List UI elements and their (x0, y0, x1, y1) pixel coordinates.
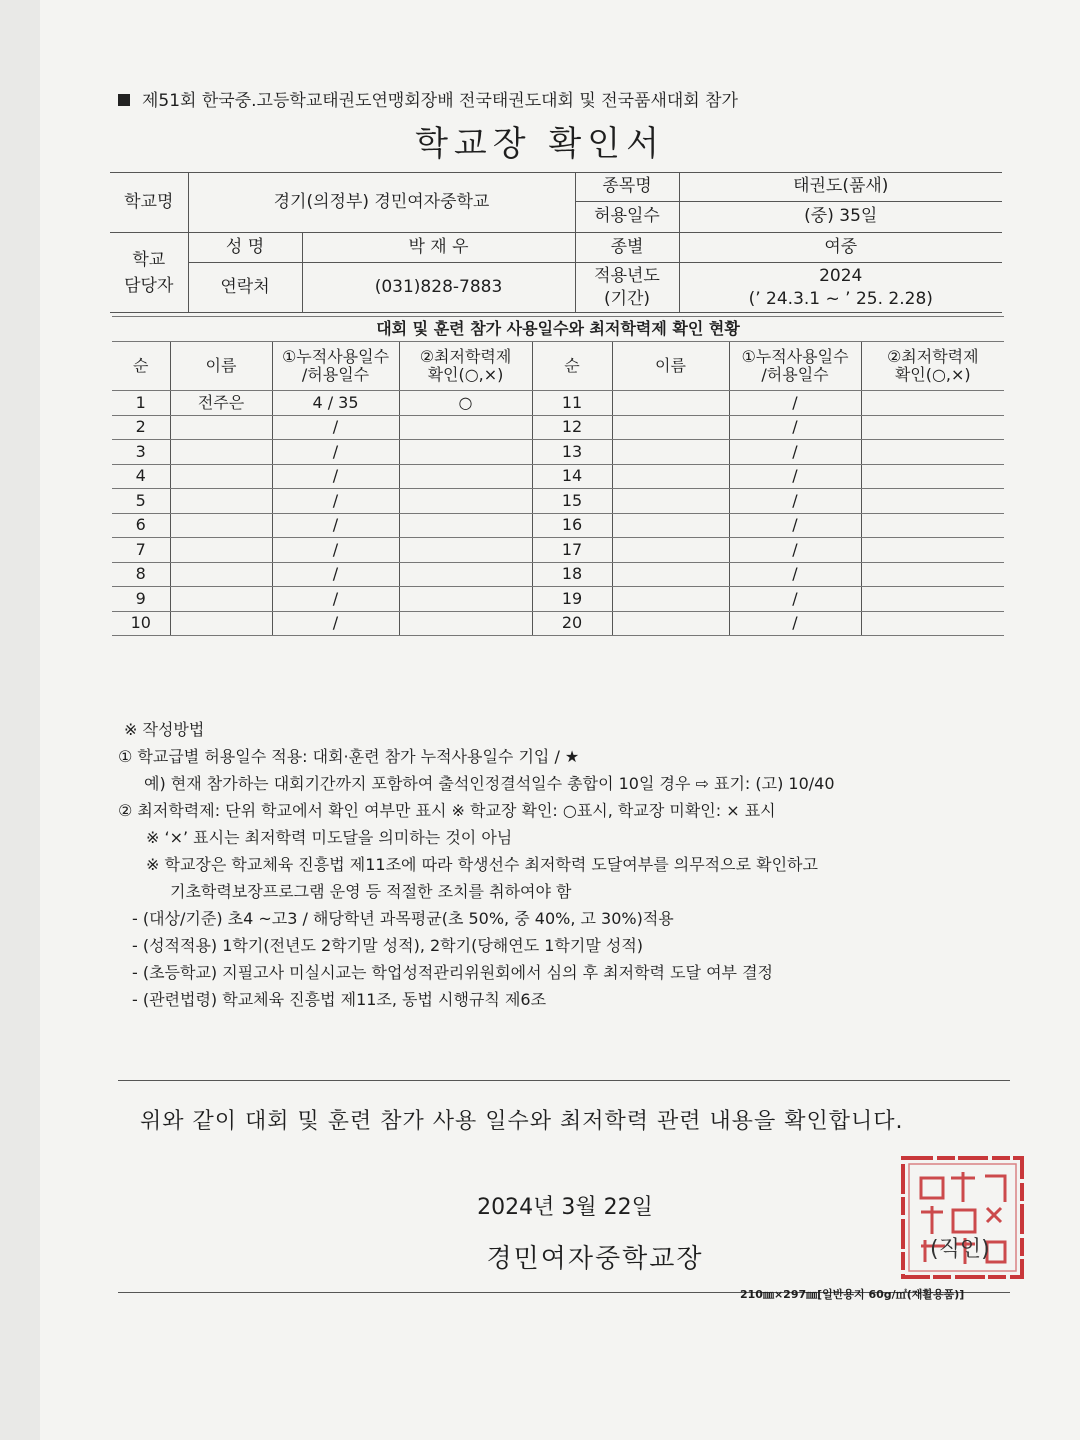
academic-check (399, 562, 532, 587)
status-row (112, 391, 1004, 416)
row-number: 9 (112, 587, 170, 612)
allowed-days-label: 허용일수 (575, 202, 679, 233)
document-title: 학교장 확인서 (415, 124, 665, 164)
academic-check (399, 538, 532, 563)
confirmation-date: 2024년 3월 22일 (477, 1195, 653, 1220)
col-no-header: 순 (112, 342, 170, 391)
status-row (112, 562, 1004, 587)
row-number: 12 (532, 415, 612, 440)
guide-heading: ※ 작성방법 (124, 720, 205, 739)
student-name (612, 562, 729, 587)
name-value: 박 재 우 (302, 233, 575, 263)
col-academic-header: ②최저학력제 확인(○,×) (861, 342, 1004, 391)
student-name (170, 415, 272, 440)
academic-check (861, 513, 1004, 538)
row-number: 10 (112, 611, 170, 636)
status-table (112, 316, 1004, 636)
student-name (612, 464, 729, 489)
writing-guide (118, 716, 835, 1013)
guide-detail: - (관련법령) 학교체육 진흥법 제11조, 동법 시행규칙 제6조 (132, 990, 547, 1009)
manager-label: 학교 담당자 (110, 233, 188, 313)
event-type-value: 태권도(품새) (679, 173, 1002, 202)
guide-detail: - (대상/기준) 초4 ~고3 / 해당학년 과목평균(초 50%, 중 40%, 고 30%)적용 (132, 909, 674, 928)
period-value: (’ 24.3.1 ~ ’ 25. 2.28) (748, 288, 933, 309)
used-days: 4 / 35 (272, 391, 399, 416)
used-days: / (729, 489, 861, 514)
used-days: / (272, 538, 399, 563)
guide-note: 기초학력보장프로그램 운영 등 적절한 조치를 취하여야 함 (170, 882, 572, 901)
student-name (170, 513, 272, 538)
status-row (112, 489, 1004, 514)
used-days: / (729, 611, 861, 636)
used-days: / (729, 513, 861, 538)
status-row (112, 611, 1004, 636)
academic-check (861, 391, 1004, 416)
guide-note: ※ 학교장은 학교체육 진흥법 제11조에 따라 학생선수 최저학력 도달여부를 의무적으로 확인하고 (146, 855, 818, 874)
academic-check (399, 489, 532, 514)
row-number: 14 (532, 464, 612, 489)
used-days: / (272, 513, 399, 538)
student-name (170, 440, 272, 465)
academic-check (861, 611, 1004, 636)
col-days-header: ①누적사용일수 /허용일수 (272, 342, 399, 391)
event-heading-text: 제51회 한국중.고등학교태권도연맹회장배 전국태권도대회 및 전국품새대회 참가 (142, 91, 738, 111)
row-number: 15 (532, 489, 612, 514)
row-number: 4 (112, 464, 170, 489)
official-seal-icon (895, 1150, 1030, 1285)
row-number: 8 (112, 562, 170, 587)
name-label: 성 명 (188, 233, 302, 263)
status-row (112, 587, 1004, 612)
student-name (612, 440, 729, 465)
academic-check (399, 440, 532, 465)
used-days: / (272, 562, 399, 587)
paper-spec: 210㎜×297㎜[일반용지 60g/㎡(재활용품)] (740, 1288, 965, 1301)
student-name (612, 489, 729, 514)
square-bullet-icon (118, 94, 130, 106)
academic-check (399, 587, 532, 612)
event-type-label: 종목명 (575, 173, 679, 202)
used-days: / (272, 587, 399, 612)
used-days: / (729, 538, 861, 563)
school-value: 경기(의정부) 경민여자중학교 (188, 173, 575, 233)
academic-check (861, 489, 1004, 514)
academic-check (861, 562, 1004, 587)
row-number: 17 (532, 538, 612, 563)
col-academic-header: ②최저학력제 확인(○,×) (399, 342, 532, 391)
used-days: / (729, 464, 861, 489)
student-name (170, 562, 272, 587)
used-days: / (272, 464, 399, 489)
academic-check (861, 538, 1004, 563)
col-days-header: ①누적사용일수 /허용일수 (729, 342, 861, 391)
used-days: / (272, 611, 399, 636)
seal-label: (직인) (930, 1237, 990, 1262)
allowed-days-value: (중) 35일 (679, 202, 1002, 233)
status-row (112, 440, 1004, 465)
student-name (170, 587, 272, 612)
principal-name: 경민여자중학교장 (486, 1244, 704, 1274)
student-name (612, 415, 729, 440)
used-days: / (729, 415, 861, 440)
row-number: 11 (532, 391, 612, 416)
academic-check (399, 513, 532, 538)
student-name: 전주은 (170, 391, 272, 416)
divider-top (118, 1080, 1010, 1081)
used-days: / (729, 587, 861, 612)
student-name (612, 538, 729, 563)
guide-detail: - (성적적용) 1학기(전년도 2학기말 성적), 2학기(당해연도 1학기말 성적) (132, 936, 644, 955)
school-label: 학교명 (110, 173, 188, 233)
contact-value: (031)828-7883 (302, 263, 575, 313)
student-name (612, 513, 729, 538)
used-days: / (272, 440, 399, 465)
year-cell (679, 263, 1002, 313)
row-number: 5 (112, 489, 170, 514)
row-number: 6 (112, 513, 170, 538)
status-row (112, 513, 1004, 538)
year-value: 2024 (819, 265, 863, 286)
guide-note: ※ ‘×’ 표시는 최저학력 미도달을 의미하는 것이 아님 (146, 828, 513, 847)
status-table-caption: 대회 및 훈련 참가 사용일수와 최저학력제 확인 현황 (112, 317, 1004, 342)
col-no-header: 순 (532, 342, 612, 391)
student-name (170, 489, 272, 514)
row-number: 16 (532, 513, 612, 538)
status-row (112, 415, 1004, 440)
student-name (170, 611, 272, 636)
status-row (112, 464, 1004, 489)
status-row (112, 538, 1004, 563)
academic-check (861, 464, 1004, 489)
used-days: / (272, 415, 399, 440)
academic-check (861, 415, 1004, 440)
student-name (612, 587, 729, 612)
guide-detail: - (초등학교) 지필고사 미실시교는 학업성적관리위원회에서 심의 후 최저학력 도달 여부 결정 (132, 963, 773, 982)
row-number: 3 (112, 440, 170, 465)
contact-label: 연락처 (188, 263, 302, 313)
academic-check (861, 440, 1004, 465)
guide-item: ① 학교급별 허용일수 적용: 대회·훈련 참가 누적사용일수 기입 / ★ (118, 747, 580, 766)
category-value: 여중 (679, 233, 1002, 263)
academic-check (399, 464, 532, 489)
student-name (612, 391, 729, 416)
row-number: 2 (112, 415, 170, 440)
confirmation-text: 위와 같이 대회 및 훈련 참가 사용 일수와 최저학력 관련 내용을 확인합니다. (140, 1109, 904, 1134)
col-name-header: 이름 (170, 342, 272, 391)
row-number: 13 (532, 440, 612, 465)
row-number: 20 (532, 611, 612, 636)
academic-check (399, 415, 532, 440)
used-days: / (729, 440, 861, 465)
academic-check (861, 587, 1004, 612)
guide-example: 예) 현재 참가하는 대회기간까지 포함하여 출석인정결석일수 총합이 10일 경우 ⇨ 표기: (고) 10/40 (144, 774, 835, 793)
student-name (612, 611, 729, 636)
row-number: 19 (532, 587, 612, 612)
student-name (170, 464, 272, 489)
event-heading (118, 86, 738, 111)
category-label: 종별 (575, 233, 679, 263)
row-number: 7 (112, 538, 170, 563)
used-days: / (272, 489, 399, 514)
used-days: / (729, 562, 861, 587)
guide-item: ② 최저학력제: 단위 학교에서 확인 여부만 표시 ※ 학교장 확인: ○표시, 학교장 미확인: × 표시 (118, 801, 776, 820)
academic-check: ○ (399, 391, 532, 416)
info-table (110, 172, 1002, 313)
row-number: 18 (532, 562, 612, 587)
used-days: / (729, 391, 861, 416)
academic-check (399, 611, 532, 636)
student-name (170, 538, 272, 563)
year-label: 적용년도 (기간) (575, 263, 679, 313)
col-name-header: 이름 (612, 342, 729, 391)
row-number: 1 (112, 391, 170, 416)
